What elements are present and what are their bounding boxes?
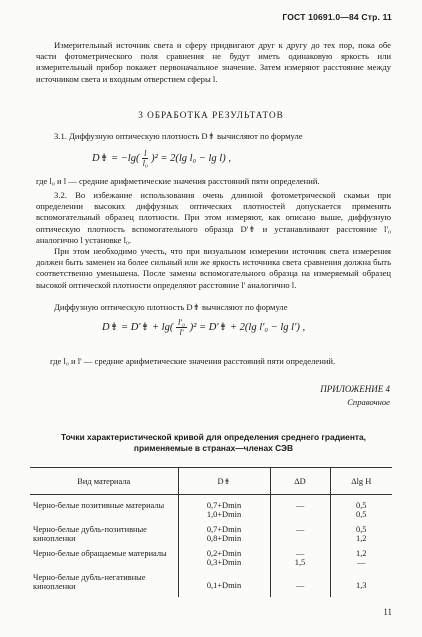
intro-paragraph: Измерительный источник света и сферу придвигают друг к другу до тех пор, пока обе части фотометрического поля сравнения не будут иметь одинаковую яркость или измерительный прибор покажет первоначальное значение. Затем измеряют расстояние между источником света и входным отверстием сферы l.	[36, 40, 391, 84]
formula-2	[102, 318, 305, 337]
table-row	[30, 525, 392, 549]
calculation-paragraph: Диффузную оптическую плотность D⇟ вычисляют по формуле	[54, 302, 288, 312]
page-header: ГОСТ 10691.0—84 Стр. 11	[282, 12, 392, 22]
table-row	[30, 501, 392, 525]
formula-1-numerator: l	[144, 148, 147, 158]
table-header-row	[30, 468, 392, 495]
cell-delta-lgh: 1,2 —	[330, 549, 392, 573]
cell-delta-d: —	[270, 525, 330, 549]
formula-1-denominator: l₀	[142, 158, 148, 168]
cell-material: Черно-белые позитивные материалы	[33, 500, 165, 510]
formula-2-explanation: где l₀ и l' — средние арифметические значения расстояний пяти определений.	[50, 356, 336, 366]
table-row	[30, 549, 392, 573]
paragraph-3-2: 3.2. Во избежание использования очень длинной фотометрической скамьи при определении высоких диффузных оптических плотностей допускается применять вспомогательный образец плотности. При этом измеряют, как описано выше, диффузную оптическую плотность вспомогательного образца D'⇟ и устанавливают расстояние l'₀ аналогично l установке l₀.	[36, 190, 391, 245]
cell-delta-lgh: 1,3	[330, 573, 392, 597]
appendix-title: ПРИЛОЖЕНИЕ 4	[320, 384, 390, 394]
header-delta-d: ΔD	[270, 468, 330, 495]
measurement-paragraph: При этом необходимо учесть, что при визуальном измерении источник света измерения должен быть заменен на более сильный или же яркость источника света сравнения должна быть соответственно уменьшена. После замены вспомогательного образца на измеряемый образец высокой оптической плотности определяют расстояние l' аналогично l.	[36, 246, 391, 290]
appendix-subtitle: Справочное	[347, 397, 390, 407]
formula-1-fraction	[142, 149, 148, 168]
section-title: 3 ОБРАБОТКА РЕЗУЛЬТАТОВ	[138, 110, 284, 120]
cell-delta-d: —	[270, 573, 330, 597]
formula-1-rhs: )² = 2(lg l₀ − lg l) ,	[151, 152, 231, 164]
cell-delta-d: — 1,5	[270, 549, 330, 573]
cell-density: 0,1+Dmin	[178, 573, 270, 597]
header-delta-lgh: Δlg H	[330, 468, 392, 495]
cell-delta-lgh: 0,5 0,5	[330, 501, 392, 525]
formula-2-denominator: l'	[179, 327, 184, 337]
header-density: D⇟	[178, 468, 270, 495]
table-row	[30, 573, 392, 597]
gradient-table	[30, 467, 392, 597]
cell-material: Черно-белые дубль-позитивные кинопленки	[33, 524, 147, 544]
table-title: Точки характеристической кривой для определения среднего градиента, применяемые в странах—членах СЭВ	[61, 432, 366, 453]
paragraph-3-1: 3.1. Диффузную оптическую плотность D⇟ вычисляют по формуле	[54, 131, 303, 141]
cell-delta-d: —	[270, 501, 330, 525]
formula-2-numerator: l'₀	[177, 317, 186, 327]
cell-density: 0,7+Dmin 1,0+Dmin	[178, 501, 270, 525]
cell-density: 0,7+Dmin 0,8+Dmin	[178, 525, 270, 549]
formula-1-lhs: D⇟ = −lg(	[92, 152, 140, 164]
formula-1	[92, 149, 231, 168]
header-material: Вид материала	[30, 468, 178, 495]
cell-material: Черно-белые обращаемые материалы	[33, 548, 167, 558]
formula-2-lhs: D⇟ = D'⇟ + lg(	[102, 321, 174, 333]
formula-2-fraction	[176, 318, 187, 337]
cell-material: Черно-белые дубль-негативные кинопленки	[33, 572, 146, 592]
cell-delta-lgh: 0,5 1,2	[330, 525, 392, 549]
page-number: 11	[383, 607, 392, 617]
formula-1-explanation: где l₀ и l — средние арифметические значения расстояний пяти определений.	[36, 176, 320, 186]
formula-2-rhs: )² = D'⇟ + 2(lg l'₀ − lg l') ,	[189, 321, 306, 333]
cell-density: 0,2+Dmin 0,3+Dmin	[178, 549, 270, 573]
